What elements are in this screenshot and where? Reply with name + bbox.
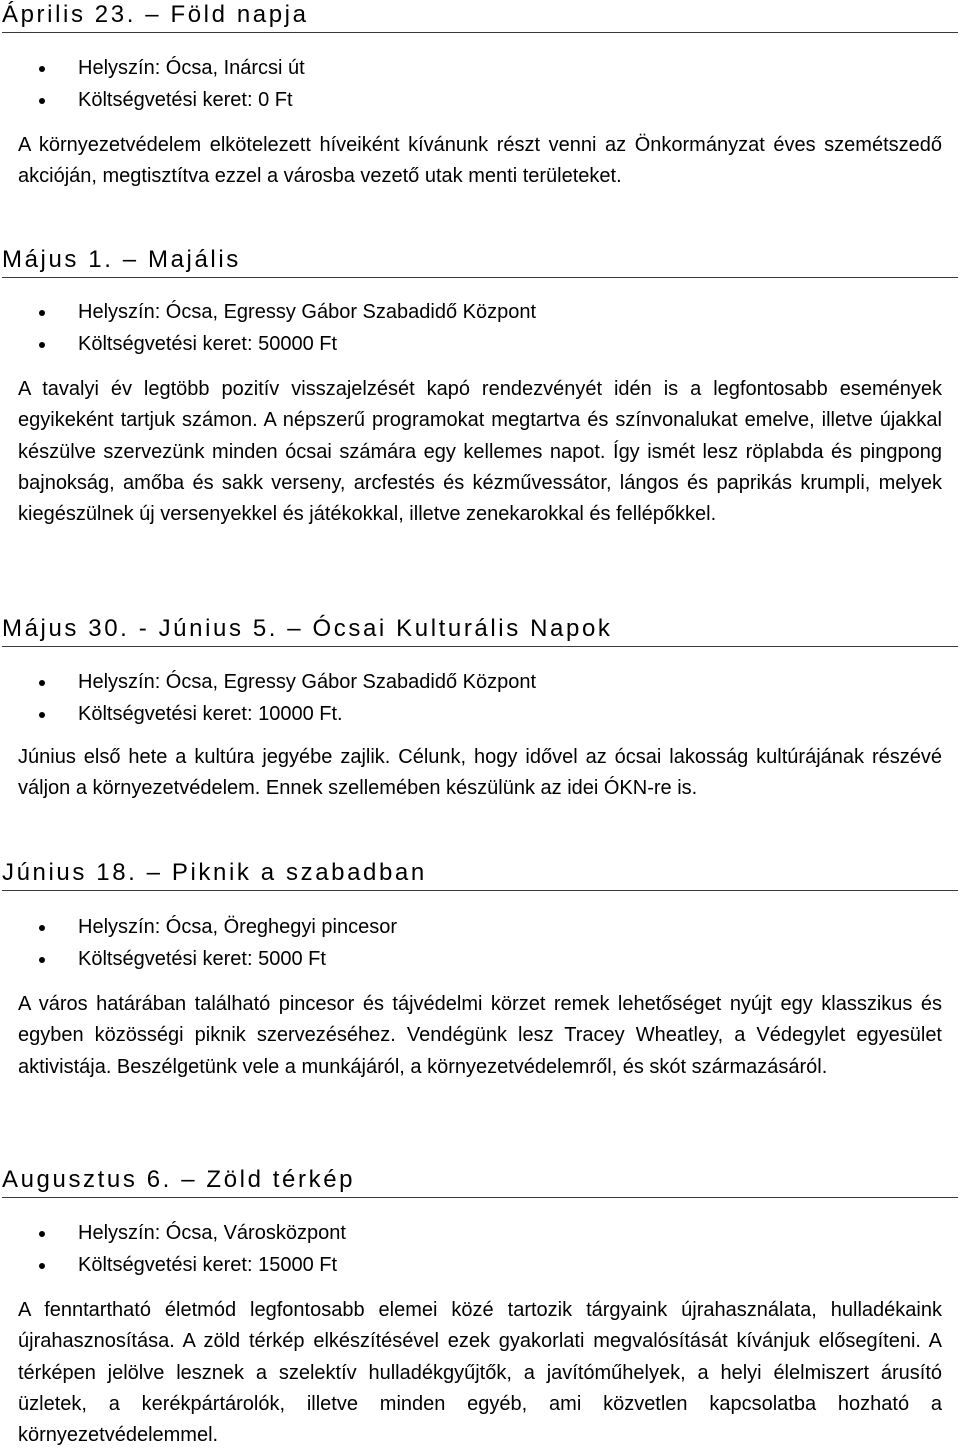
event-budget (0, 328, 960, 360)
bullet-icon (39, 342, 45, 348)
event-section-cultural-days (0, 614, 960, 805)
event-location-text: Helyszín: Ócsa, Öreghegyi pincesor (78, 916, 398, 938)
event-budget-text: Költségvetési keret: 50000 Ft (78, 333, 338, 355)
event-description: A város határában található pincesor és tájvédelmi körzet remek lehetőséget nyújt egy klasszikus és egyben közösségi piknik szervezéséhez. Vendégünk lesz Tracey Wheatley, a Védegylet egyesület aktivistája. Beszélgetünk vele a munkájáról, a környezetvédelemről, és skót származásáról. (18, 993, 942, 1078)
event-section-green-map (0, 1165, 960, 1451)
event-location-text: Helyszín: Ócsa, Inárcsi út (78, 57, 305, 79)
bullet-icon (39, 1263, 45, 1269)
bullet-icon (39, 957, 45, 963)
event-location (0, 52, 960, 84)
event-location (0, 666, 960, 698)
event-section-majalis (0, 245, 960, 530)
event-budget (0, 1249, 960, 1281)
event-budget (0, 84, 960, 116)
event-heading: Május 1. – Majális (2, 245, 958, 278)
event-budget (0, 943, 960, 975)
bullet-icon (39, 925, 45, 931)
event-heading: Április 23. – Föld napja (2, 0, 958, 33)
event-description: A környezetvédelem elkötelezett híveiként kívánunk részt venni az Önkormányzat éves szemétszedő akcióján, megtisztítva ezzel a városba vezető utak menti területeket. (18, 134, 942, 188)
event-details-list (0, 1217, 960, 1281)
event-description: A tavalyi év legtöbb pozitív visszajelzését kapó rendezvényét idén is a legfontosabb események egyikeként tartjuk számon. A népszerű programokat megtartva és színvonalukat emelve, illetve újakkal készülve szervezünk minden ócsai számára egy kellemes napot. Így ismét lesz röplabda és pingpong bajnokság, amőba és sakk verseny, arcfestés és kézművessátor, lángos és paprikás krumpli, melyek kiegészülnek új versenyekkel és játékokkal, illetve zenekarokkal és fellépőkkel. (18, 378, 942, 526)
event-details-list (0, 911, 960, 975)
event-section-picnic (0, 858, 960, 1083)
bullet-icon (39, 310, 45, 316)
bullet-icon (39, 712, 45, 718)
event-heading: Augusztus 6. – Zöld térkép (2, 1165, 958, 1198)
event-location-text: Helyszín: Ócsa, Egressy Gábor Szabadidő Központ (78, 671, 537, 693)
bullet-icon (39, 66, 45, 72)
event-location (0, 296, 960, 328)
bullet-icon (39, 1231, 45, 1237)
event-location (0, 911, 960, 943)
event-budget-text: Költségvetési keret: 0 Ft (78, 89, 293, 111)
event-location-text: Helyszín: Ócsa, Egressy Gábor Szabadidő Központ (78, 301, 537, 323)
event-heading: Június 18. – Piknik a szabadban (2, 858, 958, 891)
event-details-list (0, 52, 960, 116)
event-description: Június első hete a kultúra jegyébe zajlik. Célunk, hogy idővel az ócsai lakosság kultúrájának részévé váljon a környezetvédelem. Ennek szellemében készülünk az idei ÓKN-re is. (18, 746, 942, 800)
event-description: A fenntartható életmód legfontosabb elemei közé tartozik tárgyaink újrahasználata, hulladékaink újrahasznosítása. A zöld térkép elkészítésével ezek gyakorlati megvalósítását kívánjuk elősegíteni. A térképen jelölve lesznek a szelektív hulladékgyűjtők, a javítóműhelyek, a helyi élelmiszert árusító üzletek, a kerékpártárolók, illetve minden egyéb, ami közvetlen kapcsolatba hozható a környezetvédelemmel. (18, 1299, 942, 1447)
event-budget-text: Költségvetési keret: 10000 Ft. (78, 703, 343, 725)
event-details-list (0, 666, 960, 730)
event-section-earth-day (0, 0, 960, 193)
event-location (0, 1217, 960, 1249)
bullet-icon (39, 98, 45, 104)
event-budget-text: Költségvetési keret: 5000 Ft (78, 948, 326, 970)
event-budget (0, 698, 960, 730)
bullet-icon (39, 680, 45, 686)
event-heading: Május 30. - Június 5. – Ócsai Kulturális Napok (2, 614, 958, 647)
event-details-list (0, 296, 960, 360)
event-location-text: Helyszín: Ócsa, Városközpont (78, 1222, 346, 1244)
event-budget-text: Költségvetési keret: 15000 Ft (78, 1254, 338, 1276)
